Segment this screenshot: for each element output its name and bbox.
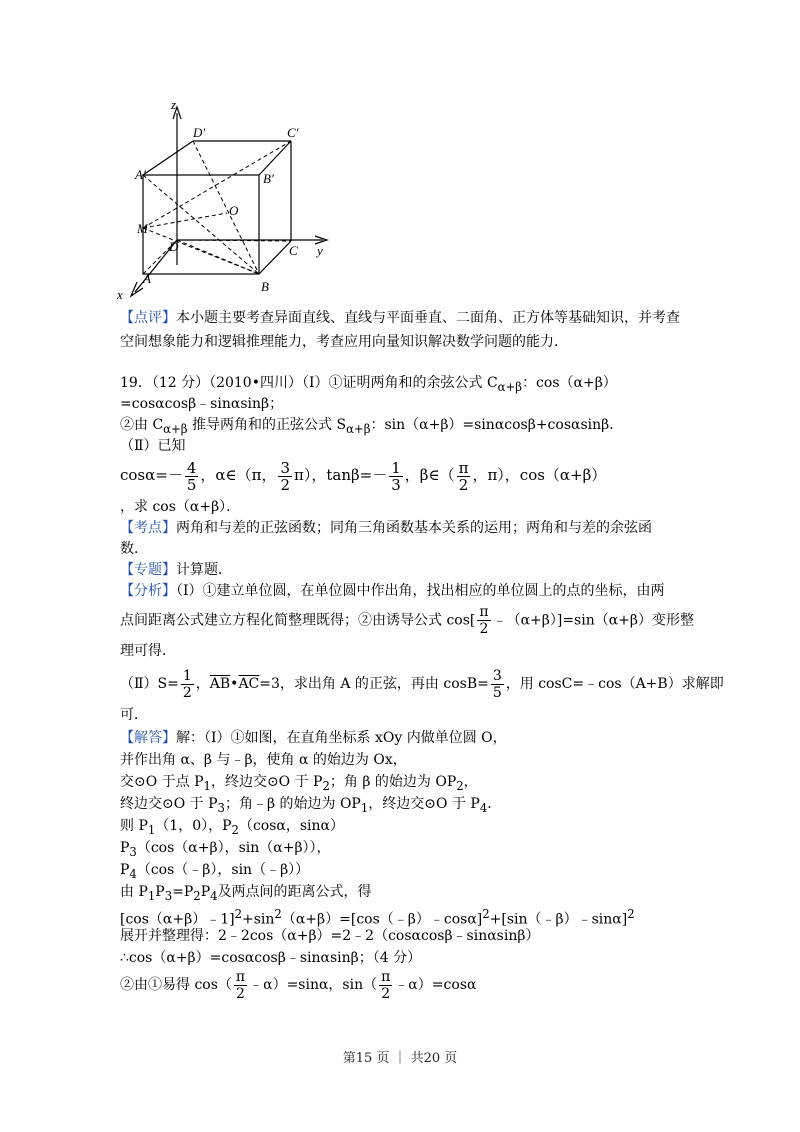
vertex-label-a1: A′ [135, 167, 146, 182]
jieda-line-9: $[\cos(\alpha+\beta)﹣1]^2+\sin^2(\alpha+\beta)=[\cos(﹣\beta)﹣\cos\alpha]^2+[\sin(﹣\beta)﹣\sin\alpha]^2$ [120, 907, 635, 928]
edge-b1-c1 [259, 141, 291, 175]
dianping-line-2: 空间想象能力和逻辑推理能力，考查应用向量知识解决数学问题的能力． [120, 334, 568, 350]
problem19-formula: cosα=－ $\frac{4}{5}$ ，α∈（π， $\frac{3}{2}$ π），tanβ=－ $\frac{1}{3}$ ，β∈（ $\frac{\pi}{2}$ ，π），cos（α+β） [120, 458, 607, 494]
jieda-line-10: 展开并整理得：2﹣2cos（α+β）=2﹣2（cosαcosβ﹣sinαsinβ） [120, 928, 540, 944]
vertex-label-d: D [169, 239, 179, 254]
vertex-label-c1: C′ [287, 125, 299, 140]
jieda-line-2: 并作出角 α、β 与﹣β，使角 α 的始边为 Ox， [120, 752, 407, 768]
jieda-line-6: $P_3(\cos(\alpha+\beta)$，sin（α+β））， [120, 840, 331, 859]
kaodian-tag: 【考点】 [120, 520, 176, 536]
edge-a1-d1 [143, 141, 193, 175]
problem19-line-4: （Ⅱ）已知 [120, 438, 186, 454]
jieda-line-7: $P_4(\cos(﹣\beta)$，sin（﹣β）） [120, 862, 310, 881]
page-footer: 第15 页 ｜ 共20 页 [342, 1051, 458, 1066]
jieda-line-11: ∴cos（α+β）=cosαcosβ﹣sinαsinβ；（4 分） [120, 950, 422, 966]
vertex-label-d1: D′ [193, 125, 206, 140]
jieda-line-8: 由 $P_1P_3=P_2P_4$及两点间的距离公式，得 [120, 884, 372, 903]
edge-b-c [259, 241, 291, 274]
fenxi-line-1: 【分析】（Ⅰ）①建立单位圆，在单位圆中作出角，找出相应的单位圆上的点的坐标，由两 [120, 583, 665, 599]
vertex-label-m: M [137, 221, 148, 236]
cube-figure [115, 95, 335, 307]
problem19-line-3: ②由 $C_{\alpha+\beta}$ 推导两角和的正弦公式 $S_{\alpha+\beta}$：sin（α+β）=sinαcosβ+cosαsinβ． [120, 417, 624, 436]
fenxi-line-2: 点间距离公式建立方程化简整理既得；②由诱导公式 cos[ $\frac{\pi}{2}$ ﹣（α+β）]=sin（α+β）变形整 [120, 604, 695, 637]
jieda-line-5: 则 $P_1(1$，0），$P_2(\cos\alpha$，sinα） [120, 818, 344, 837]
jieda-line-4: 终边交⊙O 于 $P_3$；角﹣β 的始边为 $OP_1$，终边交⊙O 于 $P_4$． [120, 796, 502, 815]
dianping-line-1: 【点评】本小题主要考查异面直线、直线与平面垂直、二面角、正方体等基础知识，并考查 [120, 310, 680, 326]
vertex-label-o: O [229, 203, 239, 218]
axis-label-y: y [317, 243, 323, 258]
vertex-label-a: A [143, 271, 151, 286]
problem19-line-2: =cosαcosβ﹣sinαsinβ； [120, 396, 284, 412]
kaodian-line-2: 数． [120, 541, 148, 557]
problem19-line-1: 19．（12 分）（2010•四川）（Ⅰ）①证明两角和的余弦公式 $C_{\alpha+\beta}$：cos（α+β） [120, 375, 617, 394]
fenxi-tag: 【分析】 [120, 583, 176, 599]
fenxi-line-5: 可． [120, 707, 148, 723]
kaodian-line-1: 【考点】两角和与差的正弦函数；同角三角函数基本关系的运用；两角和与差的余弦函 [120, 520, 652, 536]
vertex-label-c: C [289, 243, 298, 258]
jieda-line-3: 交⊙O 于点 $P_1$，终边交⊙O 于 $P_2$；角 β 的始边为 $OP_2$， [120, 774, 478, 793]
vertex-label-b: B [261, 279, 269, 294]
line-d-b [177, 240, 259, 274]
zhuanti-line: 【专题】计算题． [120, 562, 232, 578]
fenxi-line-3: 理可得． [120, 643, 176, 659]
jieda-tag: 【解答】 [120, 730, 176, 746]
axis-label-x: x [117, 287, 123, 302]
line-d1-b [193, 141, 259, 274]
vertex-label-b1: B′ [263, 171, 274, 186]
dianping-tag: 【点评】 [120, 310, 176, 326]
jieda-line-12: ②由①易得 cos（ $\frac{\pi}{2}$ ﹣α）=sinα，sin（ $\frac{\pi}{2}$ ﹣α）=cosα [120, 968, 477, 1002]
problem19-line-6: ，求 cos（α+β）． [120, 499, 241, 515]
fenxi-line-4: （Ⅱ）S= $\frac{1}{2}$ ，$\overline{AB}•\overline{AC}=3$，求出角 A 的正弦，再由 cosB= $\frac{3}{5}$ ，用 cosC=﹣cos（A+B）求解即 [120, 667, 724, 701]
zhuanti-tag: 【专题】 [120, 562, 176, 578]
line-m-b [143, 228, 259, 274]
jieda-line-1: 【解答】解：（Ⅰ）①如图，在直角坐标系 xOy 内做单位圆 O， [120, 730, 507, 746]
axis-label-z: z [171, 97, 177, 112]
